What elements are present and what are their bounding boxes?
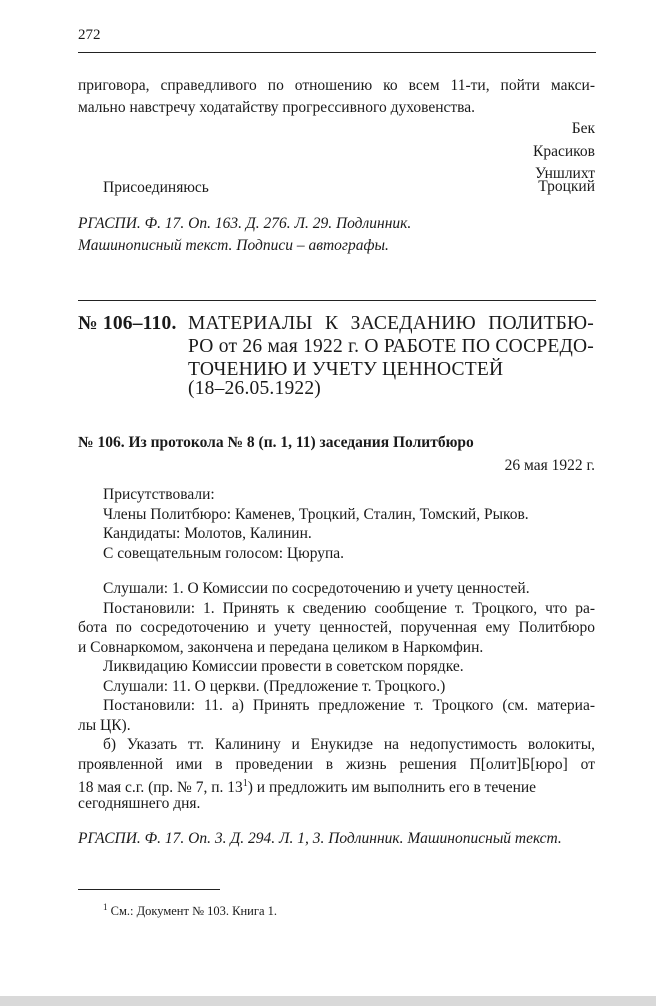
body-line-4: и Совнаркомом, закончена и передана целиком в Наркомфин.: [78, 639, 484, 656]
document-heading: № 106. Из протокола № 8 (п. 1, 11) заседания Политбюро: [78, 434, 474, 451]
prev-text-line-2: мально навстречу ходатайству прогрессивного духовенства.: [78, 99, 476, 116]
body-line-12: сегодняшнего дня.: [78, 795, 201, 812]
document-date: 26 мая 1922 г.: [504, 457, 595, 474]
signature-bek: Бек: [571, 120, 595, 137]
attendance-line-3: Кандидаты: Молотов, Калинин.: [103, 525, 312, 542]
prev-source-line-1: РГАСПИ. Ф. 17. Оп. 163. Д. 276. Л. 29. Подлинник.: [78, 215, 412, 232]
signature-krasikov: Красиков: [533, 143, 595, 160]
prev-text-line-1: приговора, справедливого по отношению ко всем 11-ти, пойти макси-: [78, 77, 595, 94]
header-rule: [78, 52, 596, 53]
attendance-line-1: Присутствовали:: [103, 486, 215, 503]
body-line-11-part-a: 18 мая с.г. (пр. № 7, п. $13^1$) и предложить им выполнить его в течение: [78, 778, 537, 797]
body-line-6: Слушали: 11. О церкви. (Предложение т. Троцкого.): [103, 678, 446, 695]
document-source: РГАСПИ. Ф. 17. Оп. 3. Д. 294. Л. 1, 3. Подлинник. Машинописный текст.: [78, 830, 562, 847]
body-line-5: Ликвидацию Комиссии провести в советском порядке.: [103, 658, 464, 675]
body-line-2: Постановили: 1. Принять к сведению сообщение т. Троцкого, что ра-: [103, 600, 595, 617]
attendance-line-2: Члены Политбюро: Каменев, Троцкий, Сталин, Томский, Рыков.: [103, 506, 529, 523]
section-title-line-1: МАТЕРИАЛЫ К ЗАСЕДАНИЮ ПОЛИТБЮ-: [188, 313, 594, 334]
body-line-9: б) Указать тт. Калинину и Енукидзе на недопустимость волокиты,: [103, 736, 595, 753]
attendance-line-4: С совещательным голосом: Цюрупа.: [103, 545, 345, 562]
footnote: [103, 902, 277, 919]
body-line-8: лы ЦК).: [78, 717, 131, 734]
footnote-ref: 1: [242, 778, 248, 789]
concur-label: Присоединяюсь: [103, 179, 209, 196]
signature-unshlikht: Уншлихт: [534, 165, 595, 182]
body-line-7: Постановили: 11. а) Принять предложение т. Троцкого (см. материа-: [103, 697, 595, 714]
prev-source-line-2: Машинописный текст. Подписи – автографы.: [78, 237, 389, 254]
footnote-rule: [78, 889, 220, 890]
footnote-marker: 1: [103, 902, 108, 912]
section-title-line-4: (18–26.05.1922): [188, 378, 321, 399]
body-line-1: Слушали: 1. О Комиссии по сосредоточению и учету ценностей.: [103, 580, 530, 597]
section-title-line-2: РО от 26 мая 1922 г. О РАБОТЕ ПО СОСРЕДО-: [188, 336, 594, 357]
footnote-text: См.: Документ № 103. Книга 1.: [110, 904, 278, 919]
bottom-edge-band: [0, 996, 656, 1006]
body-line-3: бота по сосредоточению и учету ценностей, порученная ему Политбюро: [78, 619, 595, 636]
section-rule: [78, 300, 596, 301]
body-line-10: проявленной ими в проведении в жизнь решения П[олит]Б[юро] от: [78, 756, 595, 773]
section-title-line-3: ТОЧЕНИЮ И УЧЕТУ ЦЕННОСТЕЙ: [188, 359, 504, 380]
section-number: № 106–110.: [78, 313, 177, 334]
signature-trotsky: Троцкий: [538, 178, 595, 195]
page-number: 272: [78, 27, 101, 43]
